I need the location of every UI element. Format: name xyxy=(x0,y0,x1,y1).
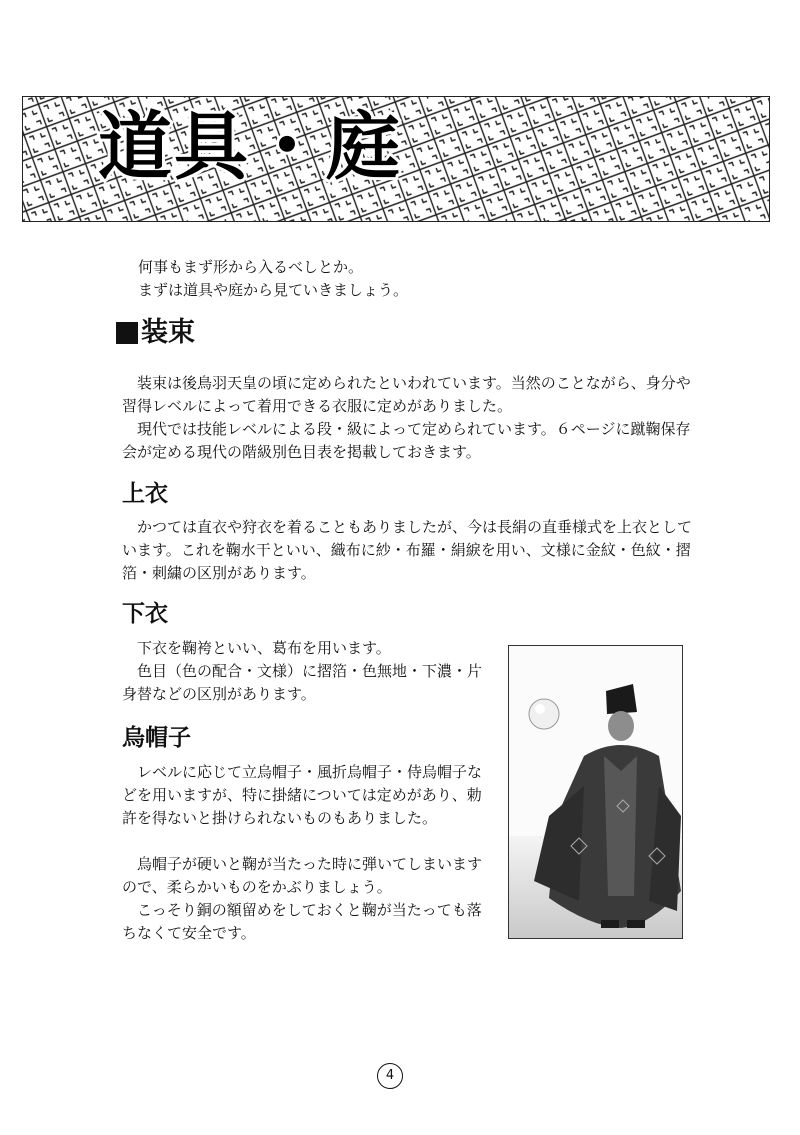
paragraph: かつては直衣や狩衣を着ることもありましたが、今は長絹の直垂様式を上衣としています。これを鞠水干といい、織布に紗・布羅・絹綟を用い、文様に金紋・色紋・摺箔・刺繍の区別があります。 xyxy=(122,518,693,582)
kemari-player-illustration xyxy=(509,646,682,938)
page-number: 4 xyxy=(377,1063,403,1089)
kemari-player-photo xyxy=(508,645,683,939)
intro-line: まずは道具や庭から見ていきましょう。 xyxy=(138,281,409,299)
subsection-heading-shitagi: 下衣 xyxy=(122,601,168,627)
paragraph: 下衣を鞠袴といい、葛布を用います。 xyxy=(137,639,391,657)
intro-line: 何事もまず形から入るべしとか。 xyxy=(138,258,364,276)
paragraph: こっそり銅の額留めをしておくと鞠が当たっても落ちなくて安全です。 xyxy=(122,901,482,942)
intro-text xyxy=(138,256,408,302)
section-heading-shozoku xyxy=(116,316,195,350)
subsection-heading-eboshi: 烏帽子 xyxy=(122,725,191,751)
section-heading-text: 装束 xyxy=(141,317,195,348)
paragraph: 現代では技能レベルによる段・級によって定められています。６ページに蹴鞠保存会が定める現代の階級別色目表を掲載しておきます。 xyxy=(122,420,691,461)
paragraph: レベルに応じて立烏帽子・風折烏帽子・侍烏帽子などを用いますが、特に掛緒については定めがあり、勅許を得ないと掛けられないものもありました。 xyxy=(122,763,483,827)
subsection-heading-uwagi: 上衣 xyxy=(122,481,168,507)
paragraph: 烏帽子が硬いと鞠が当たった時に弾いてしまいますので、柔らかいものをかぶりましょう。 xyxy=(122,855,483,896)
page-title: 道具・庭 xyxy=(98,104,402,190)
square-bullet-icon xyxy=(116,322,138,344)
paragraph: 装束は後鳥羽天皇の頃に定められたといわれています。当然のことながら、身分や習得レベルによって着用できる衣服に定めがありました。 xyxy=(122,374,691,415)
paragraph: 色目（色の配合・文様）に摺箔・色無地・下濃・片身替などの区別があります。 xyxy=(122,662,483,703)
